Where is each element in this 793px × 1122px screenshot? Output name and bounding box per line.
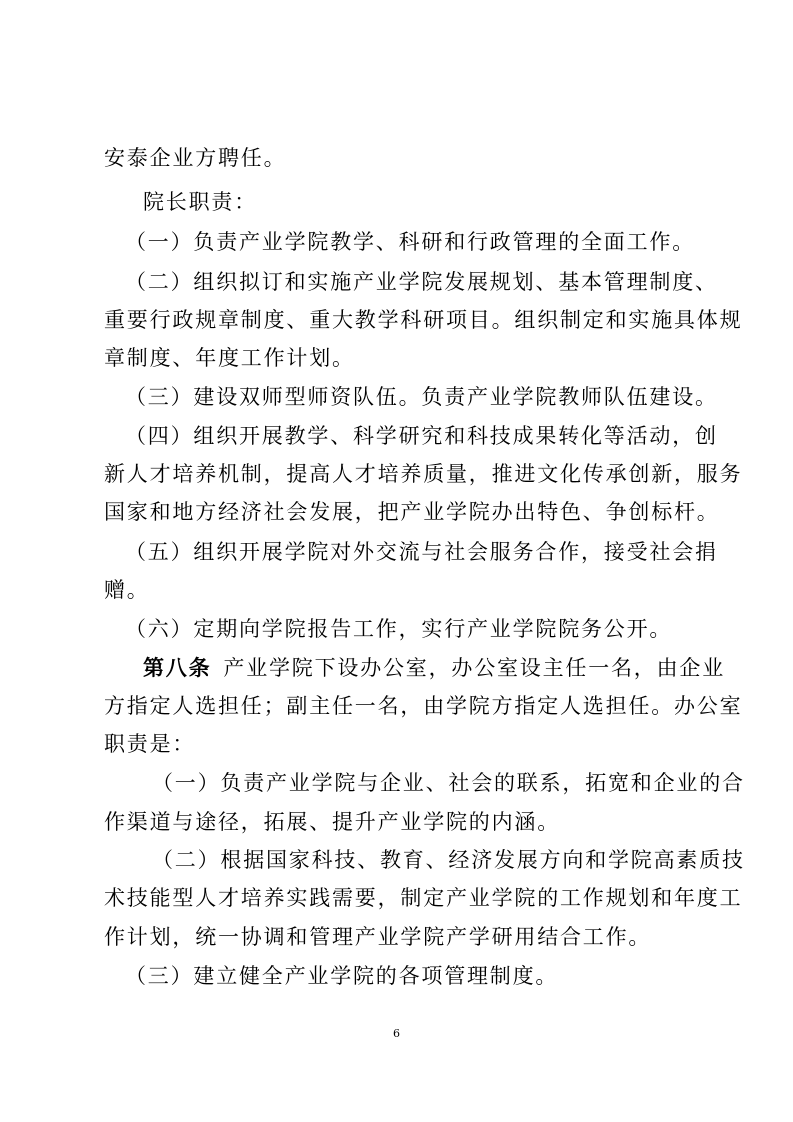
text-line: 赠。 [104,578,150,602]
text-line: 国家和地方经济社会发展，把产业学院办出特色、争创标杆。 [104,500,720,524]
text-line: （五）组织开展学院对外交流与社会服务合作，接受社会捐 [125,540,718,564]
text-line: （二）根据国家科技、教育、经济发展方向和学院高素质技 [152,848,745,872]
text-line: （三）建立健全产业学院的各项管理制度。 [125,964,559,988]
text-line: （六）定期向学院报告工作，实行产业学院院务公开。 [125,617,673,641]
text-line: （一）负责产业学院与企业、社会的联系，拓宽和企业的合 [152,771,745,795]
text-line: 职责是： [104,732,196,756]
article-line [143,653,725,683]
text-line: （四）组织开展教学、科学研究和科技成果转化等活动，创 [125,424,718,448]
text-line: 术技能型人才培养实践需要，制定产业学院的工作规划和年度工 [104,886,743,910]
text-line: （三）建设双师型师资队伍。负责产业学院教师队伍建设。 [125,385,718,409]
page-number: 6 [393,1027,400,1040]
text-line: （二）组织拟订和实施产业学院发展规划、基本管理制度、 [125,270,718,294]
article-heading: 第八条 [143,655,212,680]
article-text: 产业学院下设办公室，办公室设主任一名，由企业 [223,656,726,680]
text-line: 重要行政规章制度、重大教学科研项目。组织制定和实施具体规 [104,308,743,332]
text-line: 作计划，统一协调和管理产业学院产学研用结合工作。 [104,925,652,949]
text-line: 章制度、年度工作计划。 [104,346,355,370]
text-line: 作渠道与途径，拓展、提升产业学院的内涵。 [104,810,560,834]
text-line: 新人才培养机制，提高人才培养质量，推进文化传承创新，服务 [104,462,743,486]
text-line: 安泰企业方聘任。 [104,146,287,170]
text-line: 院长职责： [143,190,257,214]
text-line: （一）负责产业学院教学、科研和行政管理的全面工作。 [125,230,695,254]
text-line: 方指定人选担任；副主任一名，由学院方指定人选担任。办公室 [104,694,743,718]
